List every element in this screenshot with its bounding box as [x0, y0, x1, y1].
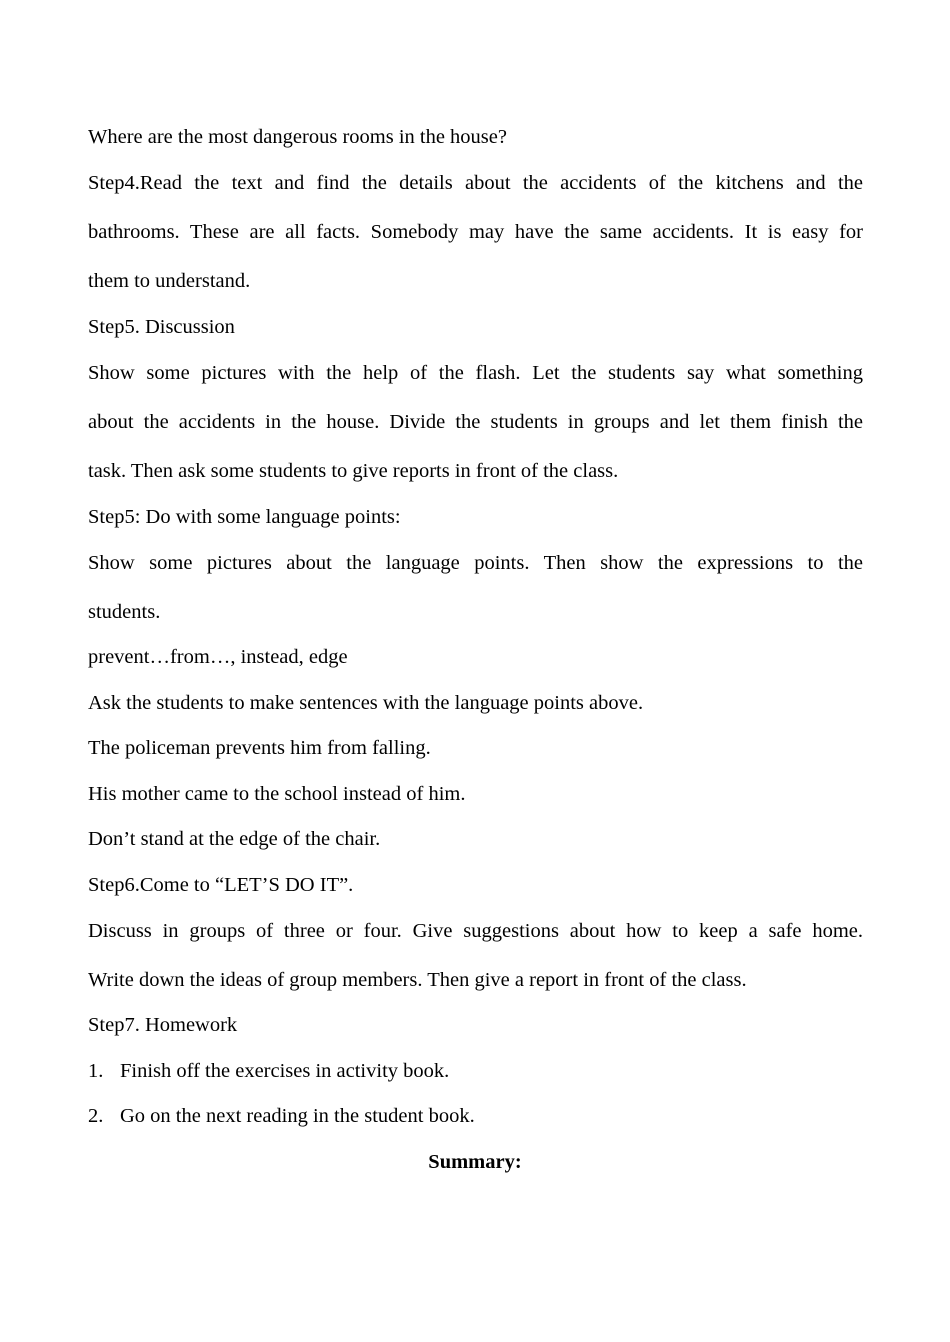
- example-sentence-1: The policeman prevents him from falling.: [88, 737, 431, 759]
- step6-line-1: Discuss in groups of three or four. Give suggestions about how to keep a safe home.: [88, 920, 863, 942]
- sentence-instruction: Ask the students to make sentences with the language points above.: [88, 692, 644, 714]
- question-line: Where are the most dangerous rooms in the house?: [88, 126, 507, 148]
- discussion-line-3: task. Then ask some students to give reports in front of the class.: [88, 460, 619, 482]
- step6-heading: Step6.Come to “LET’S DO IT”.: [88, 874, 354, 896]
- step4-line-2: bathrooms. These are all facts. Somebody may have the same accidents. It is easy for: [88, 221, 863, 243]
- step6-line-2: Write down the ideas of group members. Then give a report in front of the class.: [88, 969, 747, 991]
- step4-line-3: them to understand.: [88, 270, 251, 292]
- summary-heading: Summary:: [428, 1151, 522, 1173]
- discussion-line-1: Show some pictures with the help of the flash. Let the students say what something: [88, 362, 863, 384]
- step7-heading: Step7. Homework: [88, 1014, 238, 1036]
- language-line-1: Show some pictures about the language points. Then show the expressions to the: [88, 552, 863, 574]
- homework-item-number: 2.: [88, 1105, 104, 1127]
- homework-item-text: Go on the next reading in the student book.: [120, 1105, 475, 1127]
- step5-discussion-heading: Step5. Discussion: [88, 316, 235, 338]
- step5-language-heading: Step5: Do with some language points:: [88, 506, 401, 528]
- example-sentence-3: Don’t stand at the edge of the chair.: [88, 828, 381, 850]
- discussion-line-2: about the accidents in the house. Divide the students in groups and let them finish the: [88, 411, 863, 433]
- language-line-2: students.: [88, 601, 161, 623]
- homework-item-text: Finish off the exercises in activity book.: [120, 1060, 450, 1082]
- language-points: prevent…from…, instead, edge: [88, 646, 348, 668]
- step4-line-1: Step4.Read the text and find the details about the accidents of the kitchens and the: [88, 172, 863, 194]
- homework-item-number: 1.: [88, 1060, 104, 1082]
- example-sentence-2: His mother came to the school instead of him.: [88, 783, 466, 805]
